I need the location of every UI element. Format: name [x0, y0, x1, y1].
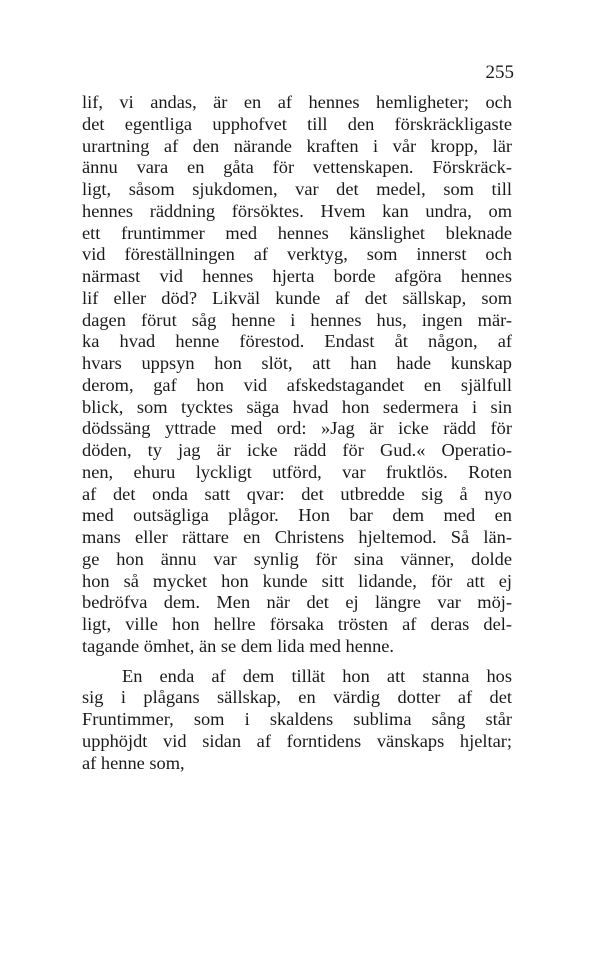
text-line: derom, gaf hon vid afskedstagandet en själfull [82, 374, 512, 395]
text-line: ligt, ville hon hellre försaka trösten af deras del- [82, 614, 512, 634]
text-line: mans eller rättare en Christens hjeltemod. Så län- [82, 527, 512, 547]
page-number: 255 [485, 62, 514, 83]
text-line: lif, vi andas, är en af hennes hemligheter; och [82, 92, 512, 112]
text-line: ge hon ännu var synlig för sina vänner, dolde [82, 548, 512, 569]
text-line: ligt, såsom sjukdomen, var det medel, som till [82, 179, 512, 199]
text-line: ett fruntimmer med hennes känslighet bleknade [82, 222, 512, 243]
text-line: hennes räddning försöktes. Hvem kan undra, om [82, 200, 512, 221]
text-line: hon så mycket hon kunde sitt lidande, för att ej [82, 570, 512, 591]
text-line: upphöjdt vid sidan af forntidens vänskaps hjeltar; [82, 730, 512, 751]
text-line: sig i plågans sällskap, en värdig dotter af det [82, 687, 512, 708]
text-line: det egentliga upphofvet till den förskräckligaste [82, 113, 512, 134]
text-line: urartning af den närande kraften i vår kropp, lär [82, 135, 512, 156]
text-line: vid föreställningen af verktyg, som innerst och [82, 244, 512, 265]
text-line: nen, ehuru lyckligt utförd, var fruktlös. Roten [82, 461, 512, 482]
body-text [82, 92, 512, 774]
text-line: bedröfva dem. Men när det ej längre var möj- [82, 592, 512, 613]
text-line: med outsägliga plågor. Hon bar dem med en [82, 505, 512, 526]
text-line: af det onda satt qvar: det utbredde sig å nyo [82, 483, 512, 504]
text-line: dödssäng yttrade med ord: »Jag är icke rädd för [82, 418, 512, 439]
text-line: lif eller död? Likväl kunde af det sällskap, som [82, 287, 512, 308]
text-line: dagen förut såg henne i hennes hus, ingen mär- [82, 309, 512, 330]
paragraph-gap [82, 658, 512, 666]
text-line: döden, ty jag är icke rädd för Gud.« Operatio- [82, 440, 512, 460]
text-line: ka hvad henne förestod. Endast åt någon, af [82, 331, 512, 352]
paragraph-1 [82, 92, 512, 658]
text-line: hvars uppsyn hon slöt, att han hade kunskap [82, 353, 512, 373]
text-line: Fruntimmer, som i skaldens sublima sång står [82, 709, 512, 729]
text-line: af henne som, [82, 752, 185, 773]
paragraph-2 [82, 666, 512, 775]
text-line: tagande ömhet, än se dem lida med henne. [82, 635, 395, 656]
text-line: ännu vara en gåta för vettenskapen. Förskräck- [82, 157, 512, 178]
text-line: En enda af dem tillät hon att stanna hos [122, 665, 512, 686]
text-line: blick, som tycktes säga hvad hon sedermera i sin [82, 396, 512, 417]
text-line: närmast vid hennes hjerta borde afgöra hennes [82, 266, 512, 286]
